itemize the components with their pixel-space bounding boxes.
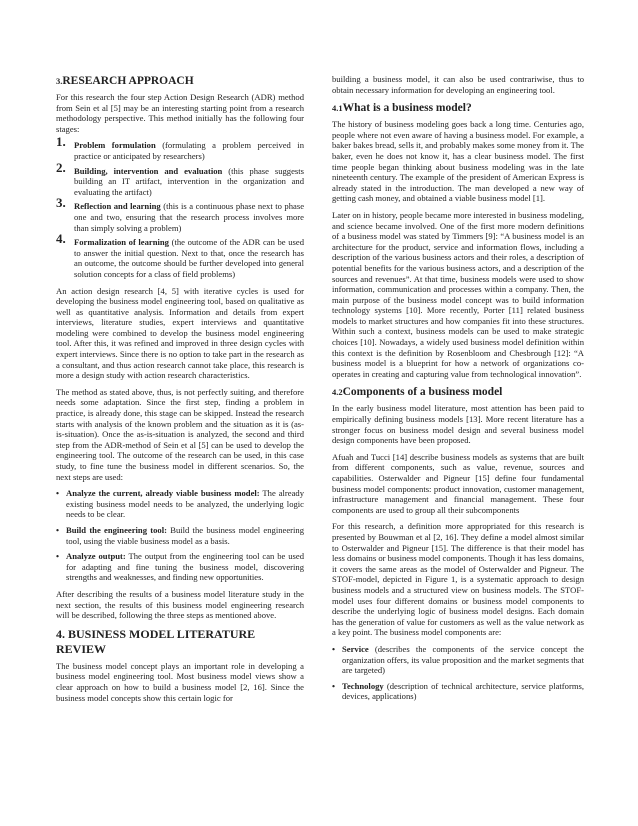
stage-item xyxy=(56,195,305,233)
component-body: (description of technical architecture, service platforms, devices, applications) xyxy=(342,680,584,702)
stage-head: Problem formulation xyxy=(74,140,156,151)
stage-number: 4. xyxy=(56,231,66,247)
section-number: 3. xyxy=(56,76,63,86)
stage-body: (the outcome of the ADR can be used to answer the initial question. Next to that, once the research has an outcome, the outcome should be further developed into general solution concepts for a class of field problems) xyxy=(74,237,304,279)
step-head: Analyze the current, already viable business model: xyxy=(66,488,260,499)
step-item xyxy=(56,488,304,520)
section-4-1-heading xyxy=(332,101,584,115)
paragraph: The history of business modeling goes back a long time. Centuries ago, people where not even aware of having a business model. For example, a baker bakes bread, sells it, and probably makes some money from it. The baker, even he does not know it, has a clear business model. The first time people began thinking about business modeling was in the late nineteenth century. The example of the president of American Express is already stated in the introduction. The man developed a new way of getting cash money, and obtained a viable business model [1]. xyxy=(332,119,584,204)
paragraph: An action design research [4, 5] with iterative cycles is used for developing the business model engineering tool, based on qualitative as well as quantitative analysis. Information and details from expert interviews, literature studies, expert interviews and quantitative modeling were combined to develop the business model engineering tool. After this, it was refined and improved in three design cycles with expert interviews. Since there is no option to take part in the research as a consultant, and thus action research cannot take place, this research is more a design study with action research characteristics. xyxy=(56,285,304,381)
stages-list xyxy=(56,134,305,279)
paragraph: Afuah and Tucci [14] describe business models as systems that are built from different components, such as value, revenue, sources and capabilities. Osterwalder and Pigneur [15] define four fundamental business model components: product innovation, customer management, infrastructure management and financial management. These four components are used to group all their subcomponents xyxy=(332,451,584,515)
stage-item xyxy=(56,134,304,161)
section-title: Components of a business model xyxy=(342,386,503,399)
section-number: 4. xyxy=(56,626,65,641)
paragraph: After describing the results of a business model literature study in the next section, the results of this business model engineering research will be described, following the three steps as mentioned above. xyxy=(56,588,304,621)
step-head: Analyze output: xyxy=(66,551,126,562)
paragraph: building a business model, it can also be used contrariwise, thus to obtain necessary information for developing an engineering tool. xyxy=(332,74,584,95)
section-title: What is a business model? xyxy=(342,102,472,115)
component-head: Service xyxy=(342,643,369,654)
stage-number: 3. xyxy=(56,195,66,211)
step-item xyxy=(56,551,304,583)
component-item xyxy=(332,644,584,676)
step-body: Build the business model engineering tool, using the viable business model as a basis. xyxy=(66,524,304,546)
component-head: Technology xyxy=(342,680,384,691)
stage-head: Building, intervention and evaluation xyxy=(74,165,223,176)
section-title: BUSINESS MODEL LITERATURE REVIEW xyxy=(56,626,256,656)
paragraph: In the early business model literature, most attention has been paid to empirically defining business models [13]. More recent literature has a stronger focus on business model design and several business model design components have been proposed. xyxy=(332,403,584,446)
section-title: RESEARCH APPROACH xyxy=(62,75,194,87)
component-body: (describes the components of the service concept the organization offers, its value proposition and the market segments that are targeted) xyxy=(342,643,584,676)
step-body: The output from the engineering tool can be used for adapting and fine tuning the business model, discovering strengths and weaknesses, and finding new opportunities. xyxy=(66,551,304,583)
paragraph: For this research the four step Action Design Research (ADR) method from Sein et al [5] may be an interesting starting point from a research methodology perspective. This method initially has the following four stages: xyxy=(56,92,304,134)
step-body: The already existing business model needs to be analyzed, the underlying logic needs to be clear. xyxy=(66,488,304,520)
steps-list xyxy=(56,488,304,583)
paragraph: The business model concept plays an important role in developing a business model engineering tool. Most business model views show a clear approach on how to build a business model [2, 16]. Since the business model concepts show this certain logic for xyxy=(56,660,304,703)
stage-item xyxy=(56,231,304,279)
components-list xyxy=(332,644,584,702)
stage-number: 1. xyxy=(56,134,66,150)
section-4-heading xyxy=(56,627,304,657)
step-item xyxy=(56,525,304,546)
section-number: 4.1 xyxy=(332,103,343,114)
stage-number: 2. xyxy=(56,159,66,175)
paragraph: For this research, a definition more appropriated for this research is presented by Bouwman et al [2, 16]. They define a model almost similar to Osterwalder and Pigneur [15]. The difference is that their model has less domains or business model components. Though it has less domains, it covers the same areas as the model of Osterwalder and Pigneur. The STOF-model, depicted in Figure 1, is a systematic approach to design business models and a structured view on business models. The STOF-model uses four different domains or business model components to describe the underlying logic of business model designs. Each domain has the generation of value for customers as well as the value network as a key point. The business model components are: xyxy=(332,521,584,638)
section-3-heading xyxy=(56,74,304,88)
stage-body: (this is a continuous phase next to phase one and two, ensuring that the research process involves more than simply solving a problem) xyxy=(74,201,305,233)
stage-head: Reflection and learning xyxy=(74,201,161,212)
stage-head: Formalization of learning xyxy=(74,237,169,248)
stage-item xyxy=(56,159,304,198)
stage-body: (this phase suggests building an IT artifact, intervention in the organization and evaluating the artifact) xyxy=(74,165,304,197)
paragraph: The method as stated above, thus, is not perfectly suiting, and therefore needs some adaptation. Since the first step, finding a problem in practice, is already done, this stage can be skipped. Instead the research starts with analysis of the known problem and the situation as it is (as-is-situation). Once the as-is-situation is analyzed, the second and third step from the ADR-method of Sein et al [5] can be used to develop the engineering tool. The outcome of the research can be used, in this case study, to fine tune the business model in different scenarios. So, the next steps are used: xyxy=(56,386,304,482)
component-item xyxy=(332,681,584,702)
section-4-2-heading xyxy=(332,385,584,399)
stage-body: (formulating a problem perceived in practice or anticipated by researchers) xyxy=(74,140,304,161)
left-column xyxy=(56,74,304,709)
step-head: Build the engineering tool: xyxy=(66,524,167,535)
right-column xyxy=(332,74,584,708)
paragraph: Later on in history, people became more interested in business modeling, and science became involved. One of the first more modern definitions of a business model was stated by Timmers [9]: “A business model is an architecture for the product, service and information flows, including a description of the various business actors and their roles, a description of potential benefits for the various business actors, and a description of the sources and revenues”. At that time, business models were used to show information, communication and processes within a company. Then, the main purpose of the business model concept was to build information technology systems [10]. More recently, Porter [11] related business models to market structures and how companies fit into these structures. Within such a context, business models can be used to make strategic choices [10]. Nowadays, a widely used business model definition within this context is the definition by Rosenbloom and Chesbrough [12]: “A business model is a blueprint for how a network of organizations co-operates in creating and capturing value from technological innovation”. xyxy=(332,209,584,379)
section-number: 4.2 xyxy=(332,387,343,398)
